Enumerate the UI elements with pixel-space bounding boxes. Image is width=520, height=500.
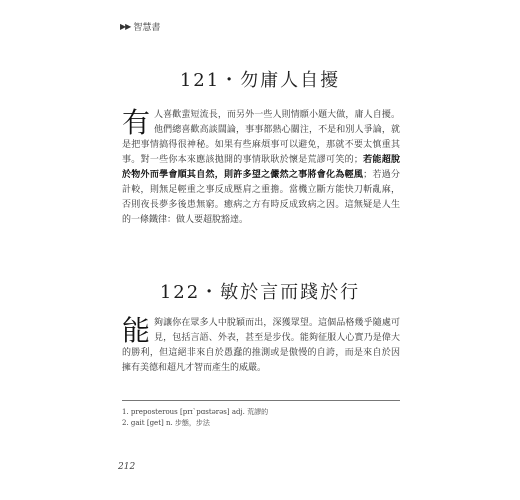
footnotes	[122, 400, 400, 429]
section-title-122: 122・敏於言而踐於行	[159, 282, 361, 303]
book-title-label: 智慧書	[133, 23, 161, 33]
section-body-121	[122, 108, 400, 228]
page-number: 212	[118, 462, 136, 472]
body-text: 夠讓你在眾多人中脫穎而出，深獲眾望。這個品格幾乎隨處可見，包括言語、外表，甚至是步伐。能夠征服人心實乃是偉大的勝利，但這絕非來自於愚蠢的推測或是傲慢的自誇，而是來自於因擁有美德和超凡才智而產生的威嚴。	[122, 318, 400, 373]
double-arrow-icon: ▶▶	[120, 22, 131, 31]
dropcap: 有	[122, 106, 151, 139]
section-title-121: 121・勿庸人自擾	[179, 70, 341, 91]
section-body-122	[122, 316, 400, 376]
body-text: ；若過分計較，則無足輕重之事反成壓肩之重擔。當機立斷方能快刀斬亂麻，否則夜長夢多後患無窮。癒病之方有時反成致病之因。這無疑是人生的一條鐵律：做人要超脫豁達。	[122, 170, 400, 225]
dropcap: 能	[122, 314, 151, 347]
body-text: 人喜歡蜚短流長，而另外一些人則情願小題大做，庸人自擾。他們總喜歡高談闊論，事事都熱心關注，不是和別人爭論，就是把事情搞得很神秘。如果有些麻煩事可以避免，那就不要太慎重其事。對一些你本來應該拋開的事情耿耿於懷是荒謬可笑的；	[122, 110, 400, 165]
running-header	[120, 20, 160, 33]
footnote-item: 2. gait [get] n. 步態，步法	[122, 419, 210, 427]
footnote-item: 1. preposterous [prɪˋpɑstərəs] adj. 荒謬的	[122, 408, 269, 416]
bold-text: 若能超脫於物外而學會順其自然，則許多望之儼然之事將會化為輕風	[122, 155, 400, 180]
